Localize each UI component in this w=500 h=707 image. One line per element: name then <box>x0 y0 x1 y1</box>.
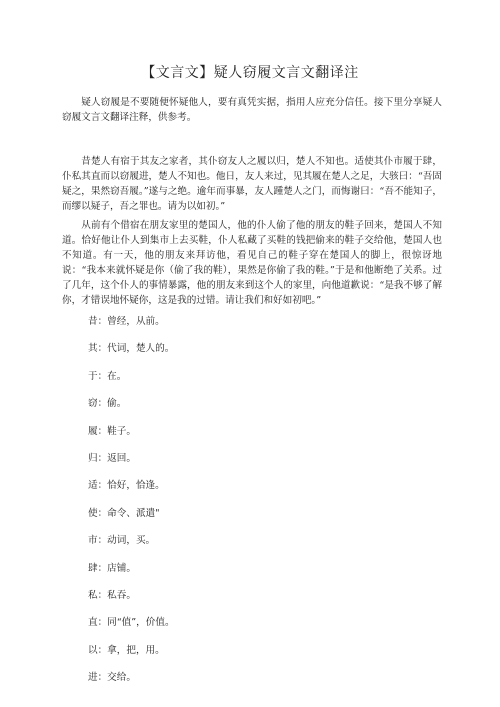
glossary-item: 市：动词，买。 <box>88 535 156 547</box>
glossary-item: 直：同“值”，价值。 <box>88 617 175 629</box>
intro-paragraph: 疑人窃履是不要随便怀疑他人，要有真凭实据，指用人应充分信任。接下里分享疑人窃履文言文翻译注释，供参考。 <box>62 97 442 123</box>
glossary-item: 履：鞋子。 <box>88 425 136 437</box>
glossary-item: 私：私吞。 <box>88 589 136 601</box>
glossary-item: 归：返回。 <box>88 452 136 464</box>
original-text-paragraph: 昔楚人有宿于其友之家者，其仆窃友人之履以归，楚人不知也。适使其仆市履于肆，仆私其直而以窃履进，楚人不知也。他日，友人来过，见其履在楚人之足，大骇曰：“吾固疑之，果然窃吾履。”遂与之绝。逾年而事暴，友人踵楚人之门，而悔谢曰：“吾不能知子，而缪以疑子，吾之罪也。请为以如初。” <box>62 156 442 212</box>
glossary-item: 肆：店铺。 <box>88 562 136 574</box>
glossary-item: 进：交给。 <box>88 672 136 684</box>
glossary-item: 于：在。 <box>88 370 127 382</box>
glossary-item: 窃：偷。 <box>88 398 127 410</box>
glossary-item: 适：恰好，恰逢。 <box>88 480 165 492</box>
glossary-list <box>88 315 388 698</box>
glossary-item: 其：代词，楚人的。 <box>88 343 175 355</box>
translation-paragraph: 从前有个借宿在朋友家里的楚国人，他的仆人偷了他的朋友的鞋子回来，楚国人不知道。恰好他让仆人到集市上去买鞋，仆人私藏了买鞋的钱把偷来的鞋子交给他，楚国人也不知道。有一天，他的朋友来拜访他，看见自己的鞋子穿在楚国人的脚上，很惊讶地说：“我本来就怀疑是你（偷了我的鞋），果然是你偷了我的鞋。”于是和他断绝了关系。过了几年，这个仆人的事情暴露，他的朋友来到这个人的家里，向他道歉说：“是我不够了解你，才错误地怀疑你，这是我的过错。请让我们和好如初吧。” <box>62 220 442 306</box>
document-title: 【文言文】疑人窃履文言文翻译注 <box>141 65 359 81</box>
glossary-item: 昔：曾经，从前。 <box>88 316 165 327</box>
glossary-item: 使：命令、派遣" <box>88 507 160 519</box>
glossary-item: 以：拿，把，用。 <box>88 644 165 656</box>
